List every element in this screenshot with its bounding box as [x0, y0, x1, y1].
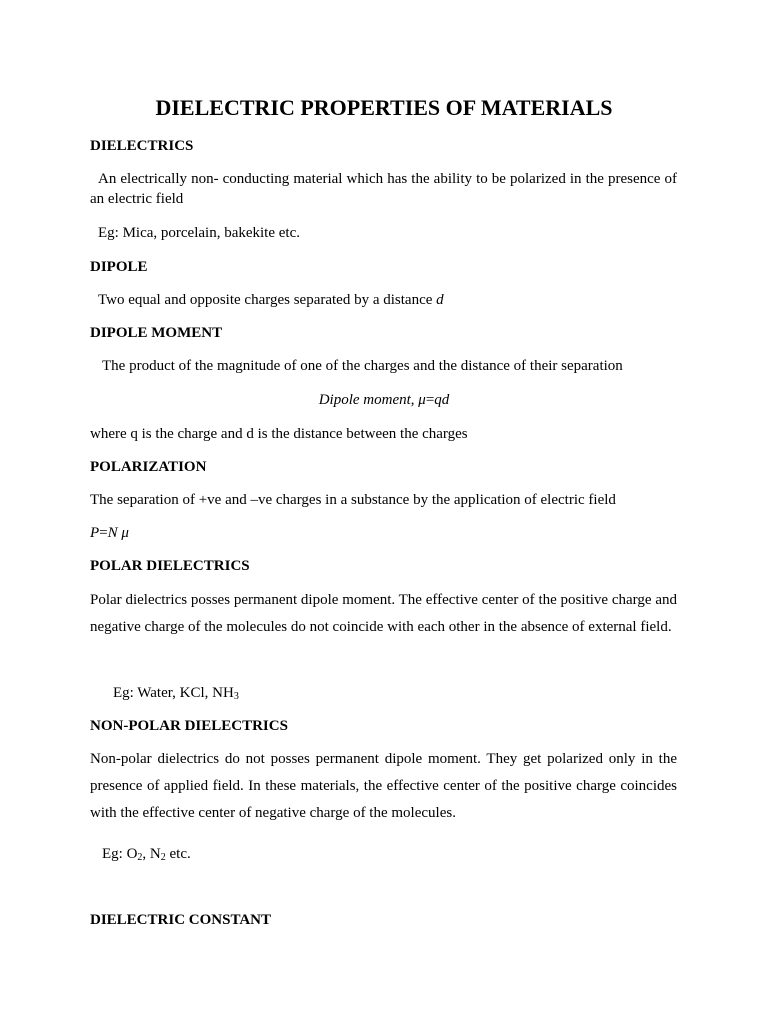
heading-nonpolar-dielectrics: NON-POLAR DIELECTRICS	[90, 718, 288, 734]
equation-mu-symbol: μ	[418, 392, 426, 408]
heading-dipole-moment: DIPOLE MOMENT	[90, 325, 223, 341]
polar-definition: Polar dielectrics posses permanent dipole moment. The effective center of the positive charge and negative charge of the molecules do not coincide with each other in the absence of external field.	[90, 592, 677, 635]
heading-polar-dielectrics: POLAR DIELECTRICS	[90, 558, 250, 574]
nonpolar-example-sub1: 2	[137, 852, 143, 863]
page-title: DIELECTRIC PROPERTIES OF MATERIALS	[155, 95, 613, 120]
heading-dipole: DIPOLE	[90, 259, 148, 275]
polar-example-text: Eg: Water, KCl, NH	[113, 685, 234, 701]
heading-dielectric-constant: DIELECTRIC CONSTANT	[90, 912, 272, 928]
heading-dielectrics: DIELECTRICS	[90, 138, 194, 154]
nonpolar-example-suffix: etc.	[165, 846, 191, 862]
polarization-lhs: P	[90, 525, 100, 541]
equation-rhs: qd	[434, 392, 450, 408]
polar-example	[90, 683, 700, 703]
nonpolar-example-prefix: Eg: O	[102, 846, 138, 862]
dipole-definition-text: Two equal and opposite charges separated by a distance	[98, 292, 433, 308]
polar-example-subscript: 3	[233, 691, 239, 702]
polarization-equation	[90, 523, 677, 543]
dipole-moment-equation	[0, 390, 768, 410]
equation-separator: ,	[410, 392, 419, 408]
dielectrics-definition: An electrically non- conducting material which has the ability to be polarized in the presence of an electric field	[90, 171, 677, 207]
dielectrics-example: Eg: Mica, porcelain, bakekite etc.	[98, 225, 300, 241]
dipole-definition	[90, 290, 685, 310]
dipole-moment-note: where q is the charge and d is the distance between the charges	[90, 426, 468, 442]
equation-lhs: Dipole moment	[318, 392, 411, 408]
nonpolar-example-sub2: 2	[160, 852, 166, 863]
polarization-equals: =	[99, 525, 108, 541]
polarization-rhs: N μ	[107, 525, 129, 541]
polarization-definition: The separation of +ve and –ve charges in a substance by the application of electric field	[90, 492, 616, 508]
heading-polarization: POLARIZATION	[90, 459, 207, 475]
equation-equals: =	[425, 392, 435, 408]
dipole-distance-variable: d	[436, 292, 444, 308]
dipole-moment-definition: The product of the magnitude of one of the charges and the distance of their separation	[102, 358, 623, 374]
nonpolar-example-mid: , N	[142, 846, 161, 862]
nonpolar-definition: Non-polar dielectrics do not posses permanent dipole moment. They get polarized only in the presence of applied field. In these materials, the effective center of the positive charge coincides with the effective center of negative charge of the molecules.	[90, 751, 677, 821]
nonpolar-example	[90, 844, 689, 864]
